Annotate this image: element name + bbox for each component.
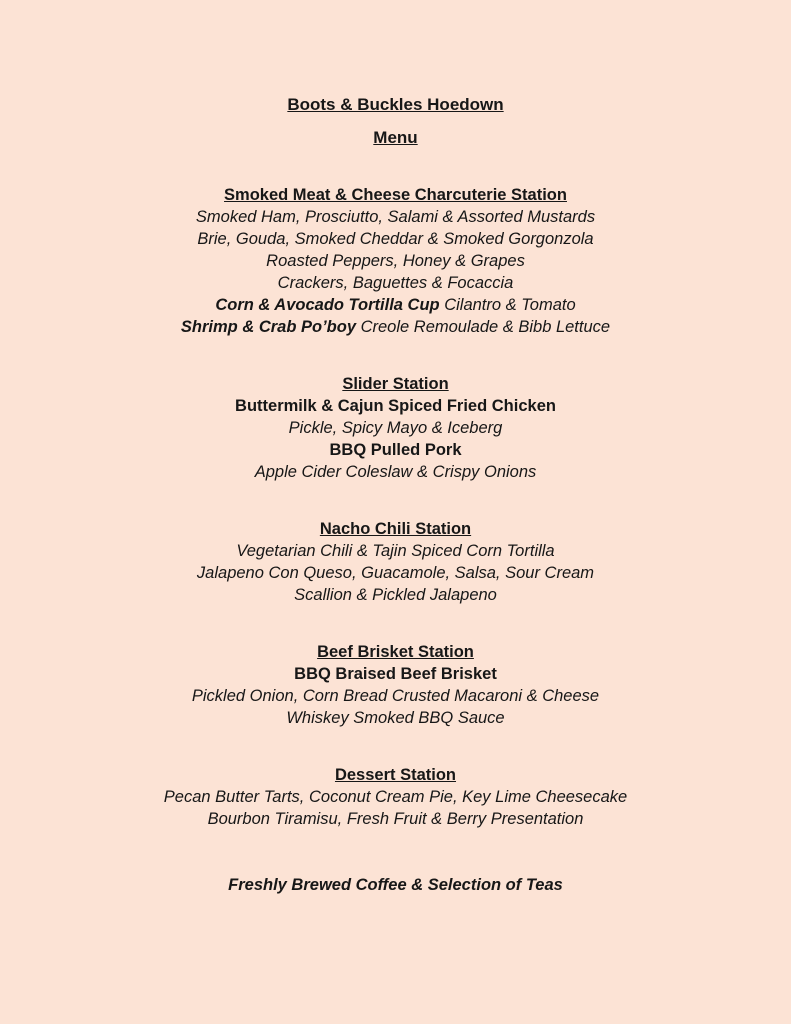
menu-line-segment: Jalapeno Con Queso, Guacamole, Salsa, Sour Cream [196,564,595,582]
menu-line [0,272,791,294]
menu-line-segment: Vegetarian Chili & Tajin Spiced Corn Tortilla [236,542,555,560]
menu-line [0,707,791,729]
menu-line-segment: Apple Cider Coleslaw & Crispy Onions [254,463,537,481]
menu-line-segment: Creole Remoulade & Bibb Lettuce [360,318,611,336]
menu-line-segment: Cilantro & Tomato [444,296,576,314]
menu-line [0,250,791,272]
menu-line [0,685,791,707]
menu-line [0,808,791,830]
section-heading: Dessert Station [334,766,457,784]
menu-line-segment: Smoked Ham, Prosciutto, Salami & Assorted Mustards [195,208,596,226]
menu-line-segment: BBQ Braised Beef Brisket [294,665,497,683]
menu-line-segment: Corn & Avocado Tortilla Cup [215,296,445,314]
menu-line [0,395,791,417]
menu-footer-line: Freshly Brewed Coffee & Selection of Teas [228,876,563,894]
section-heading: Slider Station [342,375,449,393]
section-heading: Nacho Chili Station [319,520,472,538]
menu-subtitle: Menu [373,128,418,147]
menu-line-segment: Whiskey Smoked BBQ Sauce [286,709,505,727]
menu-section [0,373,791,483]
menu-line [0,228,791,250]
section-heading: Smoked Meat & Cheese Charcuterie Station [224,186,567,204]
menu-section [0,184,791,338]
menu-line-segment: Crackers, Baguettes & Focaccia [277,274,514,292]
menu-section [0,641,791,729]
menu-section [0,518,791,606]
menu-line-segment: BBQ Pulled Pork [329,441,462,459]
menu-line [0,316,791,338]
menu-line [0,417,791,439]
menu-line [0,584,791,606]
menu-sections [0,184,791,830]
menu-line [0,786,791,808]
menu-line-segment: Pecan Butter Tarts, Coconut Cream Pie, Key Lime Cheesecake [163,788,628,806]
menu-line [0,540,791,562]
menu-line-segment: Bourbon Tiramisu, Fresh Fruit & Berry Presentation [207,810,584,828]
menu-line [0,663,791,685]
menu-line-segment: Buttermilk & Cajun Spiced Fried Chicken [235,397,556,415]
menu-line-segment: Brie, Gouda, Smoked Cheddar & Smoked Gorgonzola [197,230,594,248]
menu-line [0,562,791,584]
menu-line-segment: Shrimp & Crab Po’boy [180,318,361,336]
menu-section [0,764,791,830]
menu-line-segment: Roasted Peppers, Honey & Grapes [266,252,525,270]
menu-line-segment: Pickle, Spicy Mayo & Iceberg [288,419,503,437]
menu-title: Boots & Buckles Hoedown [287,95,504,114]
menu-line-segment: Pickled Onion, Corn Bread Crusted Macaroni & Cheese [191,687,600,705]
menu-line [0,294,791,316]
menu-line [0,206,791,228]
menu-line [0,439,791,461]
menu-line-segment: Scallion & Pickled Jalapeno [294,586,497,604]
menu-line [0,461,791,483]
section-heading: Beef Brisket Station [317,643,474,661]
